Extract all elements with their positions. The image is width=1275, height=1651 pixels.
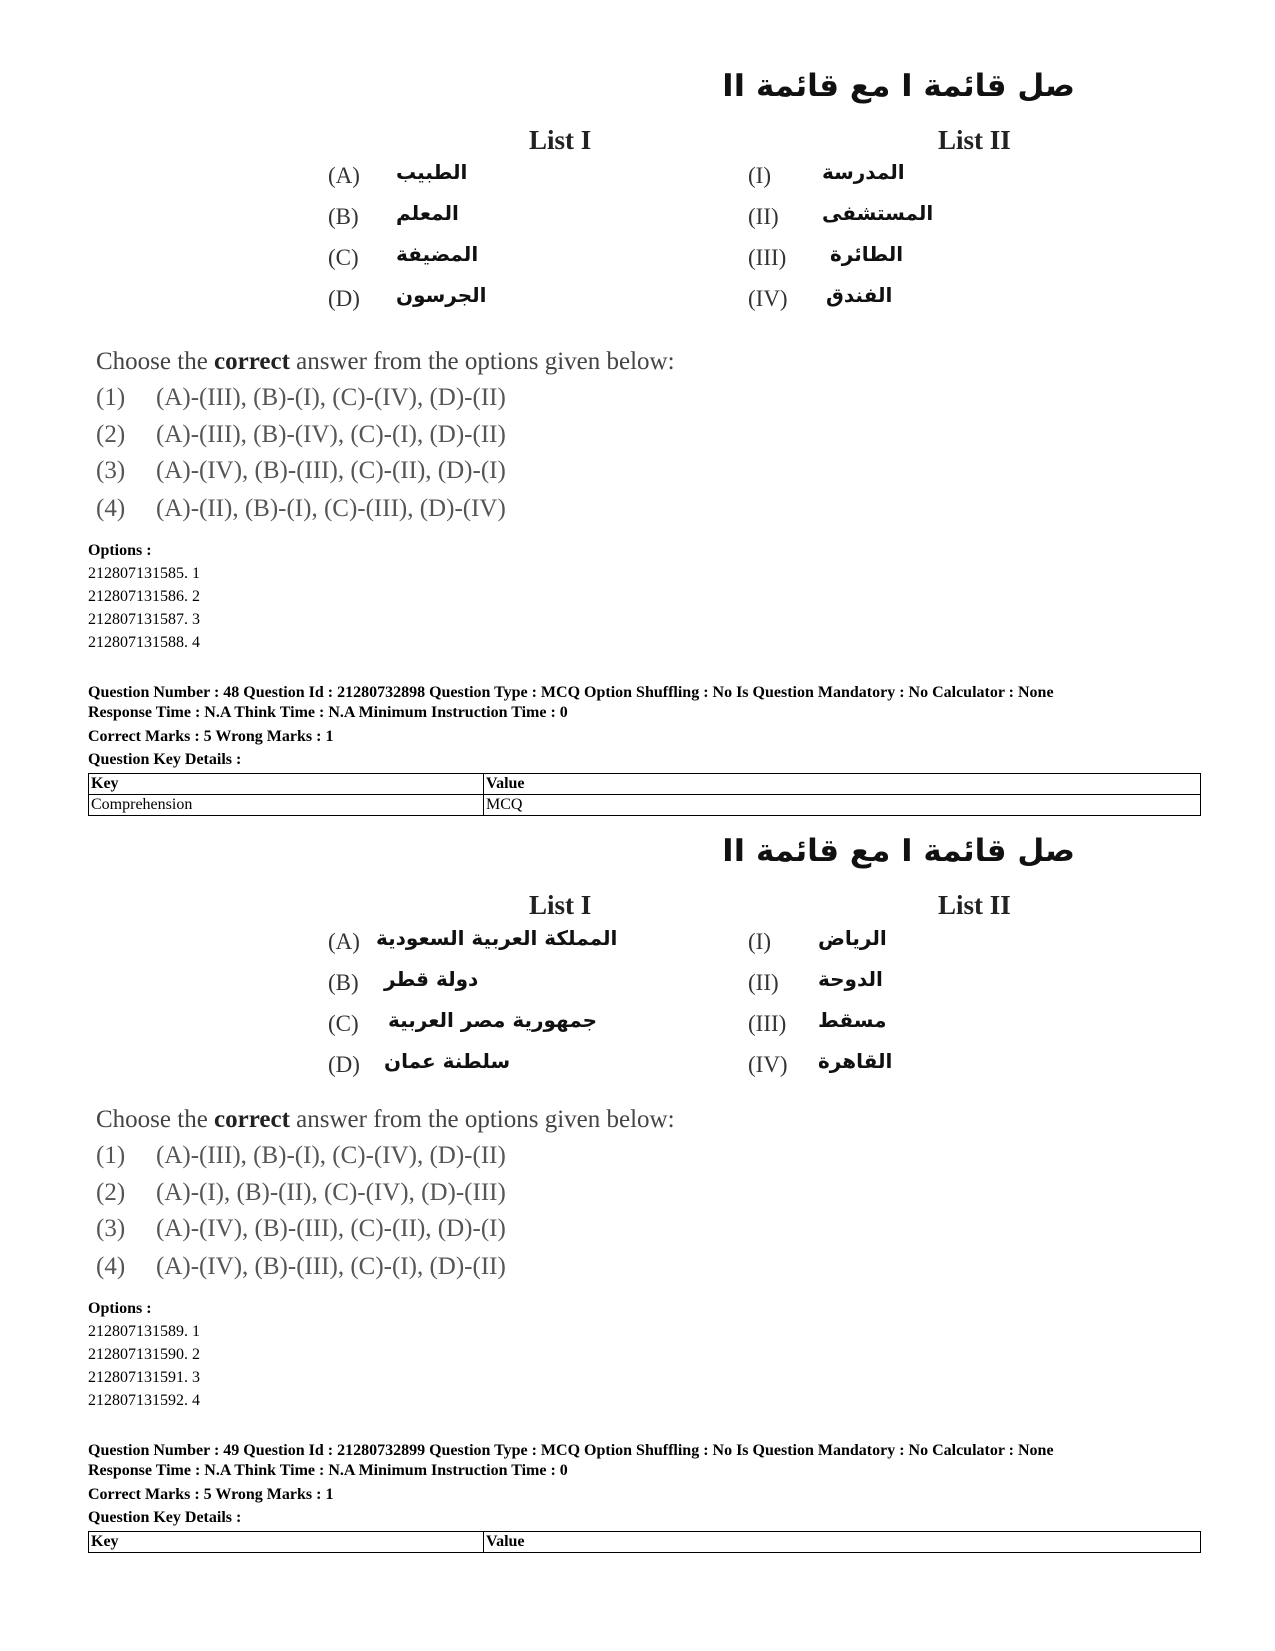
answer-choice-1: (1) (A)-(III), (B)-(I), (C)-(IV), (D)-(II) bbox=[96, 384, 506, 411]
question-meta-line1: Question Number : 48 Question Id : 21280732898 Question Type : MCQ Option Shuffling : No Is Question Mandatory : No Calculator : None bbox=[88, 684, 1054, 701]
answer-choice-4: (4) (A)-(II), (B)-(I), (C)-(III), (D)-(IV) bbox=[96, 495, 506, 522]
question-marks: Correct Marks : 5 Wrong Marks : 1 bbox=[88, 728, 334, 745]
table-header-value: Value bbox=[484, 774, 1201, 795]
choose-instruction: Choose the correct answer from the options given below: bbox=[96, 1106, 675, 1133]
table-cell-key: Comprehension bbox=[89, 795, 484, 816]
list2-item-iv: الفندق bbox=[826, 283, 893, 307]
answer-choice-2: (2) (A)-(III), (B)-(IV), (C)-(I), (D)-(II) bbox=[96, 421, 506, 448]
list1-item-d: الجرسون bbox=[396, 283, 487, 307]
option-id-3: 212807131587. 3 bbox=[88, 611, 200, 628]
list1-label-c: (C) bbox=[328, 245, 359, 270]
choose-instruction: Choose the correct answer from the options given below: bbox=[96, 348, 675, 375]
list2-label-i: (I) bbox=[748, 163, 771, 188]
list2-label-i: (I) bbox=[748, 929, 771, 954]
list1-label-a: (A) bbox=[328, 163, 360, 188]
question-key-table bbox=[88, 1531, 1201, 1553]
list2-item-i: المدرسة bbox=[822, 160, 905, 184]
list2-label-iv: (IV) bbox=[748, 286, 788, 311]
list1-item-a: الطبيب bbox=[396, 160, 468, 184]
match-instruction: صل قائمة I مع قائمة II bbox=[722, 68, 1075, 104]
option-id-2: 212807131586. 2 bbox=[88, 588, 200, 605]
option-id-2: 212807131590. 2 bbox=[88, 1346, 200, 1363]
list1-label-d: (D) bbox=[328, 286, 360, 311]
list1-item-b: دولة قطر bbox=[384, 967, 479, 991]
answer-choice-3: (3) (A)-(IV), (B)-(III), (C)-(II), (D)-(I) bbox=[96, 1215, 506, 1242]
table-row bbox=[89, 795, 1201, 816]
table-header-key: Key bbox=[89, 1532, 484, 1553]
answer-choice-4: (4) (A)-(IV), (B)-(III), (C)-(I), (D)-(II) bbox=[96, 1253, 506, 1280]
list1-label-b: (B) bbox=[328, 970, 359, 995]
list2-item-ii: المستشفى bbox=[822, 201, 934, 225]
list1-item-b: المعلم bbox=[396, 201, 459, 225]
option-id-1: 212807131585. 1 bbox=[88, 565, 200, 582]
table-header-value: Value bbox=[484, 1532, 1201, 1553]
list1-heading: List I bbox=[529, 890, 592, 920]
question-meta-line2: Response Time : N.A Think Time : N.A Minimum Instruction Time : 0 bbox=[88, 704, 568, 721]
list1-item-d: سلطنة عمان bbox=[384, 1049, 511, 1073]
list2-label-iii: (III) bbox=[748, 1011, 787, 1036]
list1-label-a: (A) bbox=[328, 929, 360, 954]
table-cell-value: MCQ bbox=[484, 795, 1201, 816]
list1-label-c: (C) bbox=[328, 1011, 359, 1036]
option-id-1: 212807131589. 1 bbox=[88, 1323, 200, 1340]
list1-item-c: المضيفة bbox=[396, 242, 479, 266]
list2-item-iv: القاهرة bbox=[818, 1049, 893, 1073]
option-id-4: 212807131592. 4 bbox=[88, 1392, 200, 1409]
question-marks: Correct Marks : 5 Wrong Marks : 1 bbox=[88, 1486, 334, 1503]
table-row bbox=[89, 1532, 1201, 1553]
list2-item-iii: مسقط bbox=[818, 1008, 887, 1032]
option-id-4: 212807131588. 4 bbox=[88, 634, 200, 651]
answer-choice-3: (3) (A)-(IV), (B)-(III), (C)-(II), (D)-(I) bbox=[96, 457, 506, 484]
list2-item-ii: الدوحة bbox=[818, 967, 883, 991]
list1-item-a: المملكة العربية السعودية bbox=[376, 926, 618, 950]
option-id-3: 212807131591. 3 bbox=[88, 1369, 200, 1386]
question-meta-line1: Question Number : 49 Question Id : 21280732899 Question Type : MCQ Option Shuffling : No Is Question Mandatory : No Calculator : None bbox=[88, 1442, 1054, 1459]
list2-heading: List II bbox=[938, 890, 1011, 920]
list2-label-ii: (II) bbox=[748, 204, 779, 229]
options-label: Options : bbox=[88, 542, 152, 559]
list2-label-ii: (II) bbox=[748, 970, 779, 995]
answer-choice-1: (1) (A)-(III), (B)-(I), (C)-(IV), (D)-(II) bbox=[96, 1142, 506, 1169]
question-key-details-label: Question Key Details : bbox=[88, 751, 242, 768]
list2-heading: List II bbox=[938, 125, 1011, 155]
list1-label-b: (B) bbox=[328, 204, 359, 229]
list1-label-d: (D) bbox=[328, 1052, 360, 1077]
answer-choice-2: (2) (A)-(I), (B)-(II), (C)-(IV), (D)-(III) bbox=[96, 1179, 506, 1206]
question-key-details-label: Question Key Details : bbox=[88, 1509, 242, 1526]
list2-label-iii: (III) bbox=[748, 245, 787, 270]
list2-item-i: الرياض bbox=[818, 926, 887, 950]
list1-heading: List I bbox=[529, 125, 592, 155]
table-row bbox=[89, 774, 1201, 795]
question-meta-line2: Response Time : N.A Think Time : N.A Minimum Instruction Time : 0 bbox=[88, 1462, 568, 1479]
list2-item-iii: الطائرة bbox=[830, 242, 904, 266]
options-label: Options : bbox=[88, 1300, 152, 1317]
match-instruction: صل قائمة I مع قائمة II bbox=[722, 833, 1075, 869]
list1-item-c: جمهورية مصر العربية bbox=[388, 1008, 598, 1032]
table-header-key: Key bbox=[89, 774, 484, 795]
list2-label-iv: (IV) bbox=[748, 1052, 788, 1077]
question-key-table bbox=[88, 773, 1201, 816]
